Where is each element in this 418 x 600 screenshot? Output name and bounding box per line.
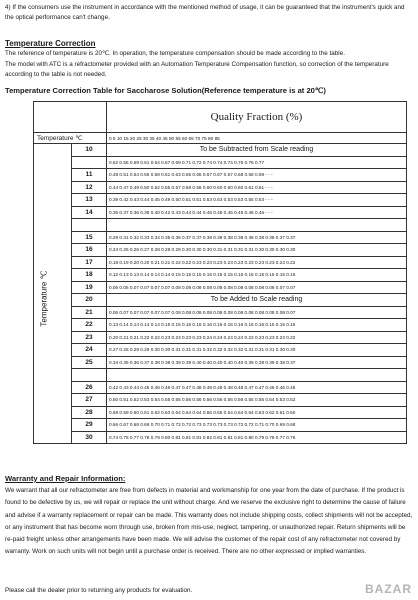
warranty-p2: Please call the dealer prior to returning any products for evaluation.: [5, 587, 193, 594]
table-row-values: 0.06 0.07 0.07 0.07 0.07 0.07 0.08 0.08 0.08 0.08 0.08 0.08 0.08 0.08 0.08 0.08 0.08 0.07: [107, 306, 407, 319]
table-row-values: 0.12 0.13 0.13 0.14 0.14 0.14 0.15 0.15 0.15 0.15 0.15 0.15 0.15 0.15 0.15 0.15 0.15 0.15: [107, 269, 407, 282]
row-temp: 27: [72, 394, 107, 407]
table-title: Temperature Correction Table for Saccharose Solution(Reference temperature is at 20℃): [5, 86, 326, 95]
row-temp: 28: [72, 406, 107, 419]
table-row-values: 0.27 0.28 0.29 0.29 0.30 0.30 0.31 0.31 0.31 0.32 0.32 0.32 0.32 0.31 0.31 0.31 0.30 0.30: [107, 344, 407, 357]
table-row-values: 0.58 0.59 0.60 0.61 0.62 0.63 0.64 0.64 0.64 0.65 0.65 0.64 0.64 0.64 0.63 0.62 0.61 0.60: [107, 406, 407, 419]
temp-correction-heading: Temperature Correction: [5, 39, 96, 48]
column-headers: 0 5 10 15 20 25 30 35 40 45 50 55 60 65 70 75 80 85: [107, 133, 407, 144]
row-temp: 22: [72, 319, 107, 332]
warranty-p1: We warrant that all our refractometer are free from defects in material and workmanship for one year from the date of purchase. If the product is found to be defective by us, we will repair or replace the unit without charge. And we reserve the exclusive right to determine the cause of failure and advise if a warranty replacement or repair can be made. This warranty does not include shipping costs, collect shipments will not be accepted, or any instrument that has become worn through use, broken from mis-use, neglect, tampering, or unauthorized repair. Return shipments will be re-paid freight unless other arrangements have been made. We will advise the customer of the repair cost of any refractometer not covered by warranty. Work on such units will not begin until a purchase order is received. There are no other expressed or implied warranties.: [5, 487, 413, 556]
row-temp: 12: [72, 181, 107, 194]
table-row-values: 0.20 0.21 0.21 0.22 0.22 0.23 0.23 0.23 0.23 0.24 0.24 0.24 0.24 0.23 0.23 0.23 0.23 0.22: [107, 331, 407, 344]
row-temp: 18: [72, 269, 107, 282]
table-row-values: 0.18 0.19 0.20 0.20 0.21 0.21 0.22 0.22 0.23 0.23 0.23 0.23 0.23 0.23 0.23 0.23 0.23 0.22: [107, 256, 407, 269]
table-row-values: 0.52 0.56 0.59 0.61 0.64 0.67 0.69 0.71 0.72 0.74 0.74 0.74 0.75 0.76 0.77: [107, 156, 407, 169]
row-temp: 16: [72, 244, 107, 257]
table-row-values: 0.06 0.06 0.07 0.07 0.07 0.07 0.08 0.08 0.08 0.08 0.08 0.08 0.08 0.08 0.08 0.08 0.07 0.07: [107, 281, 407, 294]
row-temp: 23: [72, 331, 107, 344]
row-temp: 29: [72, 419, 107, 432]
table-row-values: 0.29 0.31 0.32 0.33 0.34 0.35 0.36 0.37 0.37 0.38 0.38 0.38 0.38 0.38 0.38 0.38 0.37 0.37: [107, 231, 407, 244]
table-row-values: 0.50 0.51 0.52 0.53 0.54 0.55 0.55 0.56 0.56 0.56 0.56 0.56 0.56 0.55 0.55 0.54 0.53 0.52: [107, 394, 407, 407]
temp-correction-p2: The model with ATC is a refractometer provided with an Automation Temperature Compensation function, so correction of the temperature according to the table is not needed.: [5, 61, 389, 78]
warranty-heading: Warranty and Repair Information:: [5, 474, 126, 483]
row-temp: 21: [72, 306, 107, 319]
table-row-values: 0.74 0.75 0.77 0.78 0.79 0.80 0.81 0.81 0.81 0.82 0.81 0.81 0.81 0.80 0.79 0.78 0.77 0.76: [107, 431, 407, 444]
table-row-values: 0.42 0.43 0.44 0.45 0.46 0.46 0.47 0.47 0.48 0.48 0.48 0.48 0.48 0.47 0.47 0.46 0.46 0.45: [107, 381, 407, 394]
watermark-stamp: BAZAR: [365, 582, 412, 596]
row-temp: 15: [72, 231, 107, 244]
row-temp: 26: [72, 381, 107, 394]
quality-fraction-header: Quality Fraction (%): [107, 102, 407, 133]
table-row-values: 0.66 0.67 0.68 0.69 0.70 0.71 0.72 0.72 0.73 0.73 0.73 0.73 0.72 0.72 0.71 0.70 0.69 0.68: [107, 419, 407, 432]
table-row-values: 0.34 0.35 0.36 0.37 0.38 0.38 0.39 0.39 0.40 0.40 0.40 0.40 0.40 0.39 0.39 0.39 0.38 0.37: [107, 356, 407, 369]
temperature-axis-label: Temperature ℃: [34, 144, 72, 444]
row-temp: 24: [72, 344, 107, 357]
corner-cell: [34, 102, 107, 133]
temp-correction-p1: The reference of temperature is 20℃. In operation, the temperature compensation should be made according to the table.: [5, 50, 345, 57]
table-row-values: 0.13 0.14 0.14 0.14 0.14 0.15 0.15 0.16 0.16 0.16 0.16 0.16 0.16 0.16 0.15 0.15 0.15 0.15: [107, 319, 407, 332]
row-temp: 19: [72, 281, 107, 294]
table-row-values: 0.48 0.51 0.54 0.55 0.58 0.61 0.63 0.65 0.65 0.67 0.67 0.67 0.68 0.68 0.69 - - -: [107, 169, 407, 182]
temperature-header: Temperature ℃: [34, 133, 107, 144]
row-temp: 10: [72, 144, 107, 157]
row-temp: 30: [72, 431, 107, 444]
correction-table: [33, 101, 407, 444]
row-temp: 14: [72, 206, 107, 219]
table-row-values: 0.24 0.25 0.26 0.27 0.28 0.28 0.29 0.30 0.30 0.30 0.31 0.31 0.31 0.31 0.30 0.30 0.30 0.30: [107, 244, 407, 257]
row-temp: 17: [72, 256, 107, 269]
subtract-label: To be Subtracted from Scale reading: [107, 144, 407, 157]
table-row-values: 0.35 0.37 0.36 0.39 0.40 0.42 0.43 0.44 0.44 0.45 0.45 0.45 0.45 0.46 0.46 - - -: [107, 206, 407, 219]
table-row-values: 0.44 0.47 0.49 0.50 0.52 0.55 0.57 0.58 0.58 0.60 0.60 0.60 0.60 0.61 0.61 - - -: [107, 181, 407, 194]
add-label: To be Added to Scale reading: [107, 294, 407, 307]
row-temp: 13: [72, 194, 107, 207]
row-temp-20: 20: [72, 294, 107, 307]
row-temp: 25: [72, 356, 107, 369]
intro-text: 4) If the consumers use the instrument in accordance with the mentioned method of usage, it can be guaranteed that the instrument's quick and the optical performance can't change.: [5, 4, 405, 21]
table-row-values: 0.39 0.42 0.43 0.44 0.45 0.49 0.50 0.51 0.51 0.53 0.53 0.53 0.53 0.55 0.53 - - -: [107, 194, 407, 207]
row-temp: 11: [72, 169, 107, 182]
